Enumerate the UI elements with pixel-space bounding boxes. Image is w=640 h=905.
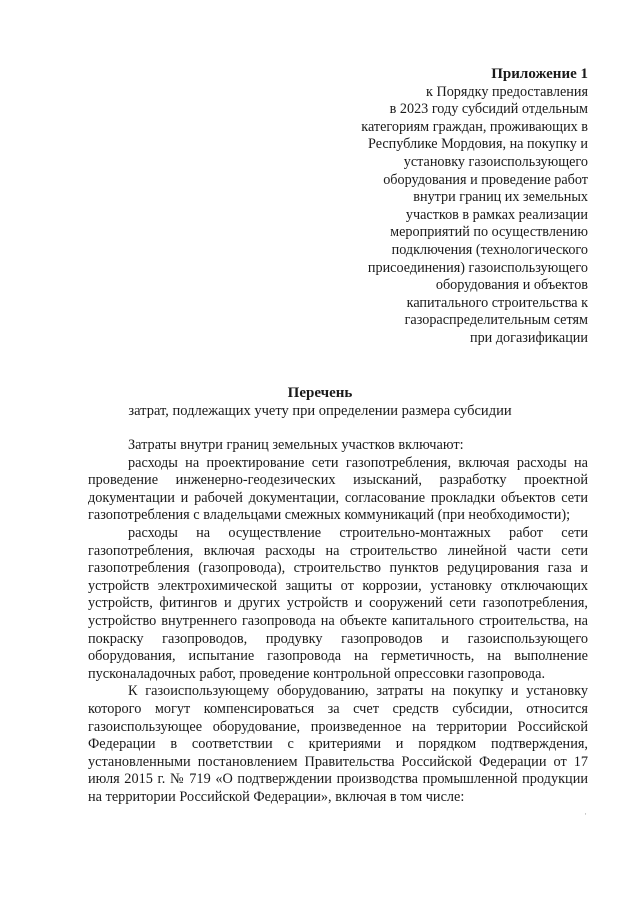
appendix-line: капитального строительства к	[406, 294, 588, 311]
appendix-line: мероприятий по осуществлению	[390, 224, 588, 241]
appendix-line: оборудования и проведение работ	[383, 171, 588, 188]
appendix-line: присоединения) газоиспользующего	[367, 259, 588, 276]
appendix-line: участков в рамках реализации	[405, 206, 588, 223]
document-body	[88, 437, 588, 806]
paragraph-equipment: К газоиспользующему оборудованию, затраты на покупку и установку которого могут компенсироваться за счет средств субсидии, относится газоиспользующее оборудование, произведенное на территории Российской Федерации в соответствии с критериями и порядком подтверждения, установленными постановлением Правительства Российской Федерации от 17 июля 2015 г. № 719 «О подтверждении производства промышленной продукции на территории Российской Федерации», включая в том числе:	[88, 683, 588, 805]
appendix-line: в 2023 году субсидий отдельным	[389, 101, 588, 118]
appendix-line: оборудования и объектов	[435, 277, 588, 294]
appendix-line: Республике Мордовия, на покупку и	[368, 136, 588, 153]
appendix-line: при догазификации	[470, 329, 588, 346]
appendix-line: газораспределительным сетям	[404, 312, 588, 329]
appendix-line: внутри границ их земельных	[413, 189, 588, 206]
appendix-line: категориям граждан, проживающих в	[361, 118, 588, 135]
paragraph-intro: Затраты внутри границ земельных участков включают:	[128, 437, 464, 453]
appendix-line: к Порядку предоставления	[426, 83, 588, 100]
paragraph-design-costs: расходы на проектирование сети газопотребления, включая расходы на проведение инженерно-геодезических изысканий, разработку проектной документации и рабочей документации, согласование прокладки объектов сети газопотребления с владельцами смежных коммуникаций (при необходимости);	[88, 454, 588, 524]
scan-artifact-mark: ·	[584, 809, 587, 819]
paragraph-construction-costs: расходы на осуществление строительно-монтажных работ сети газопотребления, включая расходы на строительство линейной части сети газопотребления (газопровода), строительство пунктов редуцирования газа и устройств электрохимической защиты от коррозии, установку отключающих устройств, фитингов и других устройств и сооружений сети газопотребления, устройство внутреннего газопровода на объекте капитального строительства, на покраску газопроводов, продувку газопроводов и газоиспользующего оборудования, испытание газопровода на герметичность, на выполнение пусконаладочных работ, проведение контрольной опрессовки газопровода.	[88, 524, 588, 682]
appendix-line: подключения (технологического	[391, 241, 588, 258]
list-subheading: затрат, подлежащих учету при определении размера субсидии	[128, 403, 512, 419]
appendix-block	[320, 66, 588, 348]
appendix-title: Приложение 1	[491, 66, 588, 82]
appendix-line: установку газоиспользующего	[403, 153, 588, 170]
list-heading: Перечень	[287, 385, 353, 401]
